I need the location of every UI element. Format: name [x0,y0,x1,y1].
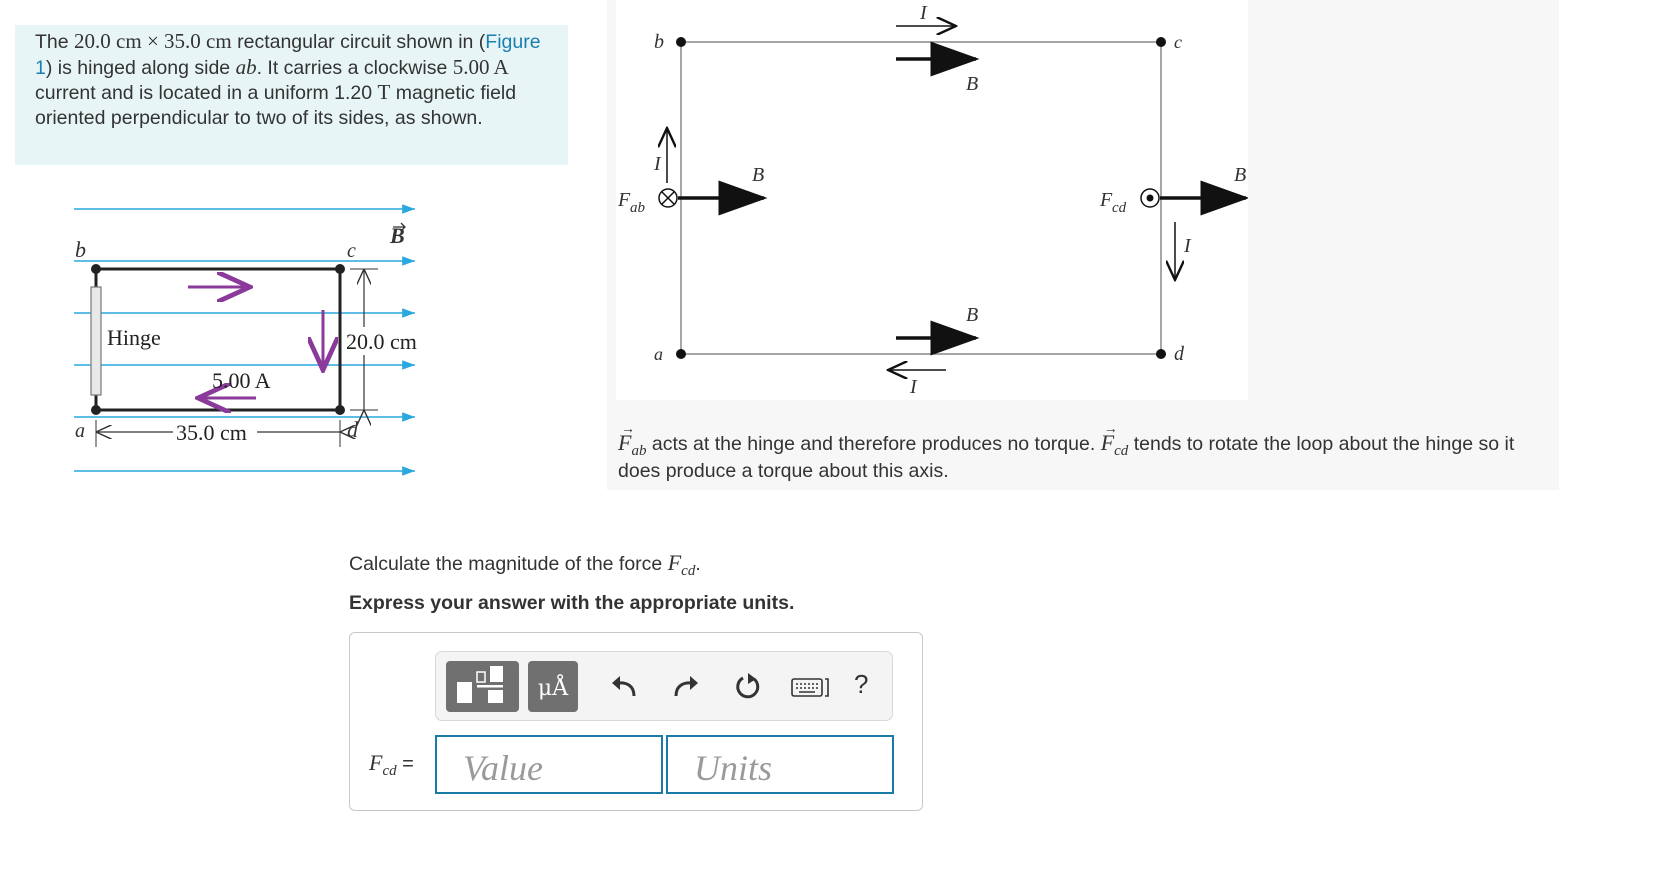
units-button[interactable]: μÅ [528,661,578,712]
svg-text:a: a [75,420,85,442]
units-input[interactable] [666,735,894,794]
svg-text:ab: ab [630,200,645,216]
svg-text:d: d [1174,343,1184,365]
svg-text:c: c [347,240,356,262]
keyboard-button[interactable] [791,670,835,704]
svg-text:c: c [1174,32,1182,52]
answer-label: $F_{cd}$ = [369,750,414,779]
svg-text:35.0 cm: 35.0 cm [176,420,247,445]
templates-button[interactable] [446,661,519,712]
hinge-bar [91,287,101,395]
svg-text:d: d [347,417,358,442]
reset-button[interactable] [731,670,765,704]
reset-icon [734,673,762,701]
svg-text:I: I [910,376,917,398]
svg-text:I: I [654,153,661,175]
svg-text:b: b [654,31,664,53]
svg-text:I: I [1184,235,1191,257]
undo-button[interactable] [607,670,641,704]
svg-text:B: B [966,304,979,326]
answer-instruction: Express your answer with the appropriate units. [349,592,795,614]
svg-text:a: a [654,344,663,364]
redo-icon [672,674,700,700]
math-toolbar [435,651,893,721]
svg-text:I: I [920,2,927,24]
force-diagram [616,0,1248,400]
svg-text:F: F [1100,189,1113,211]
redo-button[interactable] [669,670,703,704]
svg-text:B: B [752,164,765,186]
problem-statement: The 20.0 cm × 35.0 cm rectangular circuit shown in (Figure 1) is hinged along side ab. It carries a clockwise 5.00 A current and is located in a uniform 1.20 T magnetic field oriented perpendicular to two of its sides, as shown. [15,25,568,165]
value-input[interactable] [435,735,663,794]
svg-text:20.0 cm: 20.0 cm [346,329,417,354]
undo-icon [610,674,638,700]
figure-link[interactable]: Figure 1 [35,31,541,79]
svg-text:b: b [75,237,86,262]
svg-text:cd: cd [1112,200,1127,216]
svg-text:B: B [1234,164,1247,186]
svg-text:B: B [966,73,979,95]
hint-explanation: → $F_{ab}$ acts at the hinge and therefore produces no torque. → $F_{cd}$ tends to rotate the loop about the hinge so it does produce a torque about this axis. [618,430,1553,484]
field-vector-label: B [390,223,405,248]
svg-text:5.00 A: 5.00 A [212,368,271,393]
figure-1 [60,195,440,485]
answer-box [349,632,923,811]
help-button[interactable]: ? [854,669,869,699]
question-text: Calculate the magnitude of the force $F_{cd}$. [349,550,701,579]
keyboard-icon [791,676,835,698]
svg-text:F: F [618,189,631,211]
hinge-label: Hinge [107,325,161,350]
templates-icon [446,661,519,712]
